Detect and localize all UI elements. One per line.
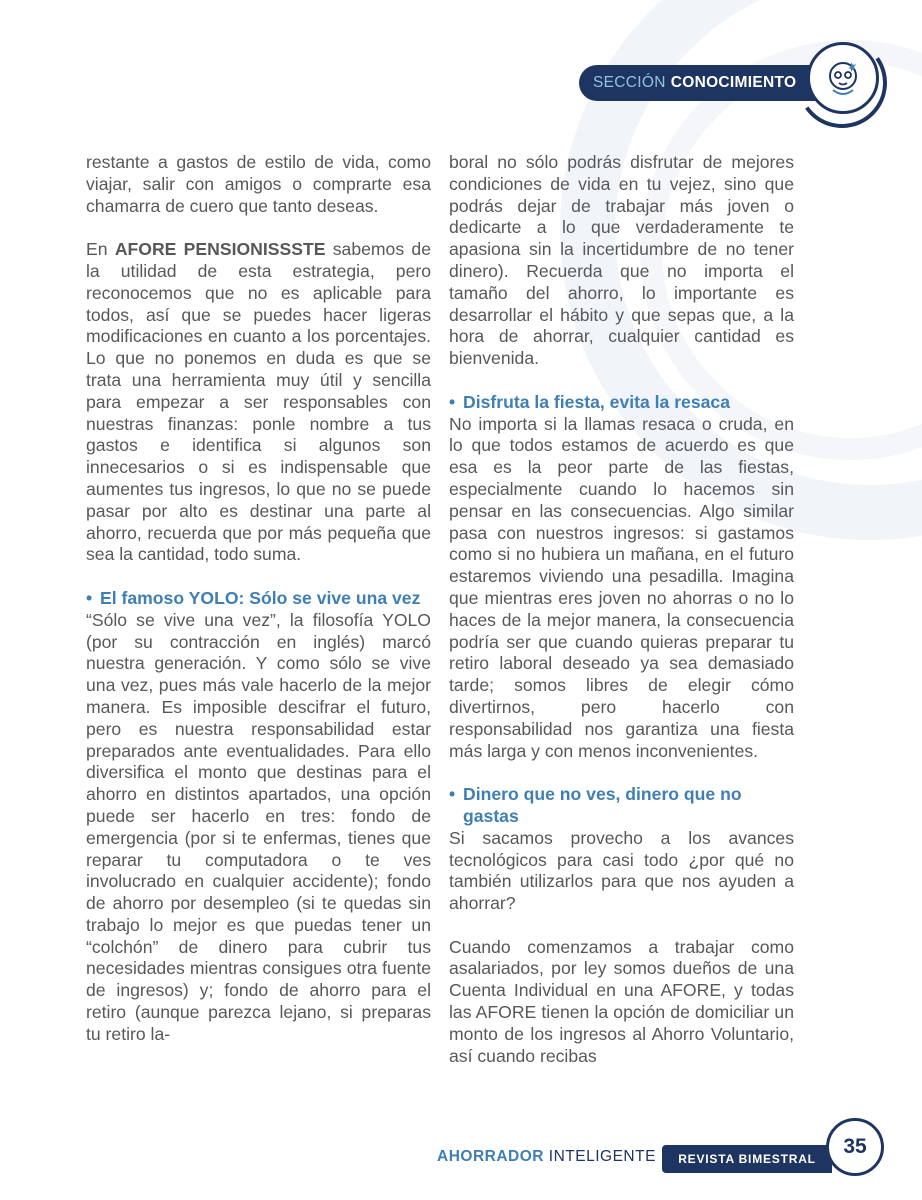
section-label-light: SECCIÓN [593, 74, 666, 91]
left-paragraph-3: “Sólo se vive una vez”, la filosofía YOLO (por su contracción en inglés) marcó nuestra generación. Y como sólo se vive una vez, pues más vale hacerlo de la mejor manera. Es imposible descifrar el futuro, pero es nuestra responsabilidad estar preparados ante eventualidades. Para ello diversifica el monto que destinas para el ahorro en distintos apartados, una opción puede ser hacerlo en tres: fondo de emergencia (por si te enfermas, tienes que reparar tu computadora o te ves involucrado en cualquier accidente); fondo de ahorro por desempleo (si te quedas sin trabajo lo mejor es que puedas tener un “colchón” de dinero para cubrir tus necesidades mientras consigues otra fuente de ingresos) y; fondo de ahorro para el retiro (aunque parezca lejano, si preparas tu retiro la- [86, 609, 431, 1044]
right-paragraph-3: Si sacamos provecho a los avances tecnológicos para casi todo ¿por qué no también utilizarlos para que nos ayuden a ahorrar? [449, 827, 794, 914]
section-badge [807, 42, 879, 114]
section-label-bold: CONOCIMIENTO [670, 74, 797, 91]
right-paragraph-2: No importa si la llamas resaca o cruda, en lo que todos estamos de acuerdo es que esa es la peor parte de las fiestas, especialmente cuando lo hacemos sin pensar en las consecuencias. Algo similar pasa con nuestros ingresos: si gastamos como si no hubiera un mañana, en el futuro estaremos viviendo una pesadilla. Imagina que mientras eres joven no ahorras o no lo haces de la mejor manera, la consecuencia podría ser que cuando quieras preparar tu retiro laboral deseado ya sea demasiado tarde; somos libres de elegir cómo divertirnos, pero hacerlo con responsabilidad nos garantiza una fiesta más larga y con menos inconvenientes. [449, 413, 794, 761]
left-paragraph-2-rest: sabemos de la utilidad de esta estrategia, pero reconocemos que no es aplicable para todos, así que se puedes hacer ligeras modificaciones en cuanto a los porcentajes. Lo que no ponemos en duda es que se trata una herramienta muy útil y sencilla para empezar a ser responsables con nuestras finanzas: ponle nombre a tus gastos e identifica si algunos son innecesarios o si es indispensable que aumentes tus ingresos, lo que no se puede pasar por alto es destinar una parte al ahorro, recuerda que por más pequeña que sea la cantidad, todo suma. [86, 239, 431, 565]
footer-brand-rest: INTELIGENTE [543, 1148, 656, 1165]
page-number: 35 [826, 1118, 884, 1176]
section-label [579, 65, 829, 101]
left-paragraph-2 [86, 239, 431, 566]
left-column [86, 152, 431, 1046]
afore-name: AFORE PENSIONISSSTE [114, 239, 326, 260]
heading-dinero: • Dinero que no ves, dinero que no gastas [449, 784, 794, 828]
heading-fiesta: • Disfruta la fiesta, evita la resaca [449, 392, 794, 414]
right-paragraph-1: boral no sólo podrás disfrutar de mejores condiciones de vida en tu vejez, sino que podrás dejar de trabajar más joven o dedicarte a lo que verdaderamente te apasiona sin la incertidumbre de no tener dinero). Recuerda que no importa el tamaño del ahorro, lo importante es desarrollar el hábito y que sepas que, a la hora de ahorrar, cualquier cantidad es bienvenida. [449, 152, 794, 369]
right-column [449, 152, 794, 1067]
left-paragraph-1: restante a gastos de estilo de vida, como viajar, salir con amigos o comprarte esa chamarra de cuero que tanto deseas. [86, 152, 431, 216]
left-paragraph-2-prefix: En [86, 239, 115, 260]
footer-brand [437, 1148, 656, 1166]
thinking-head-icon [821, 56, 865, 100]
footer-brand-bold: AHORRADOR [437, 1148, 544, 1165]
footer-magazine-label: REVISTA BIMESTRAL [662, 1145, 832, 1173]
heading-yolo: • El famoso YOLO: Sólo se vive una vez [86, 588, 431, 610]
right-paragraph-4: Cuando comenzamos a trabajar como asalariados, por ley somos dueños de una Cuenta Individual en una AFORE, y todas las AFORE tienen la opción de domiciliar un monto de los ingresos al Ahorro Voluntario, así cuando recibas [449, 936, 794, 1066]
